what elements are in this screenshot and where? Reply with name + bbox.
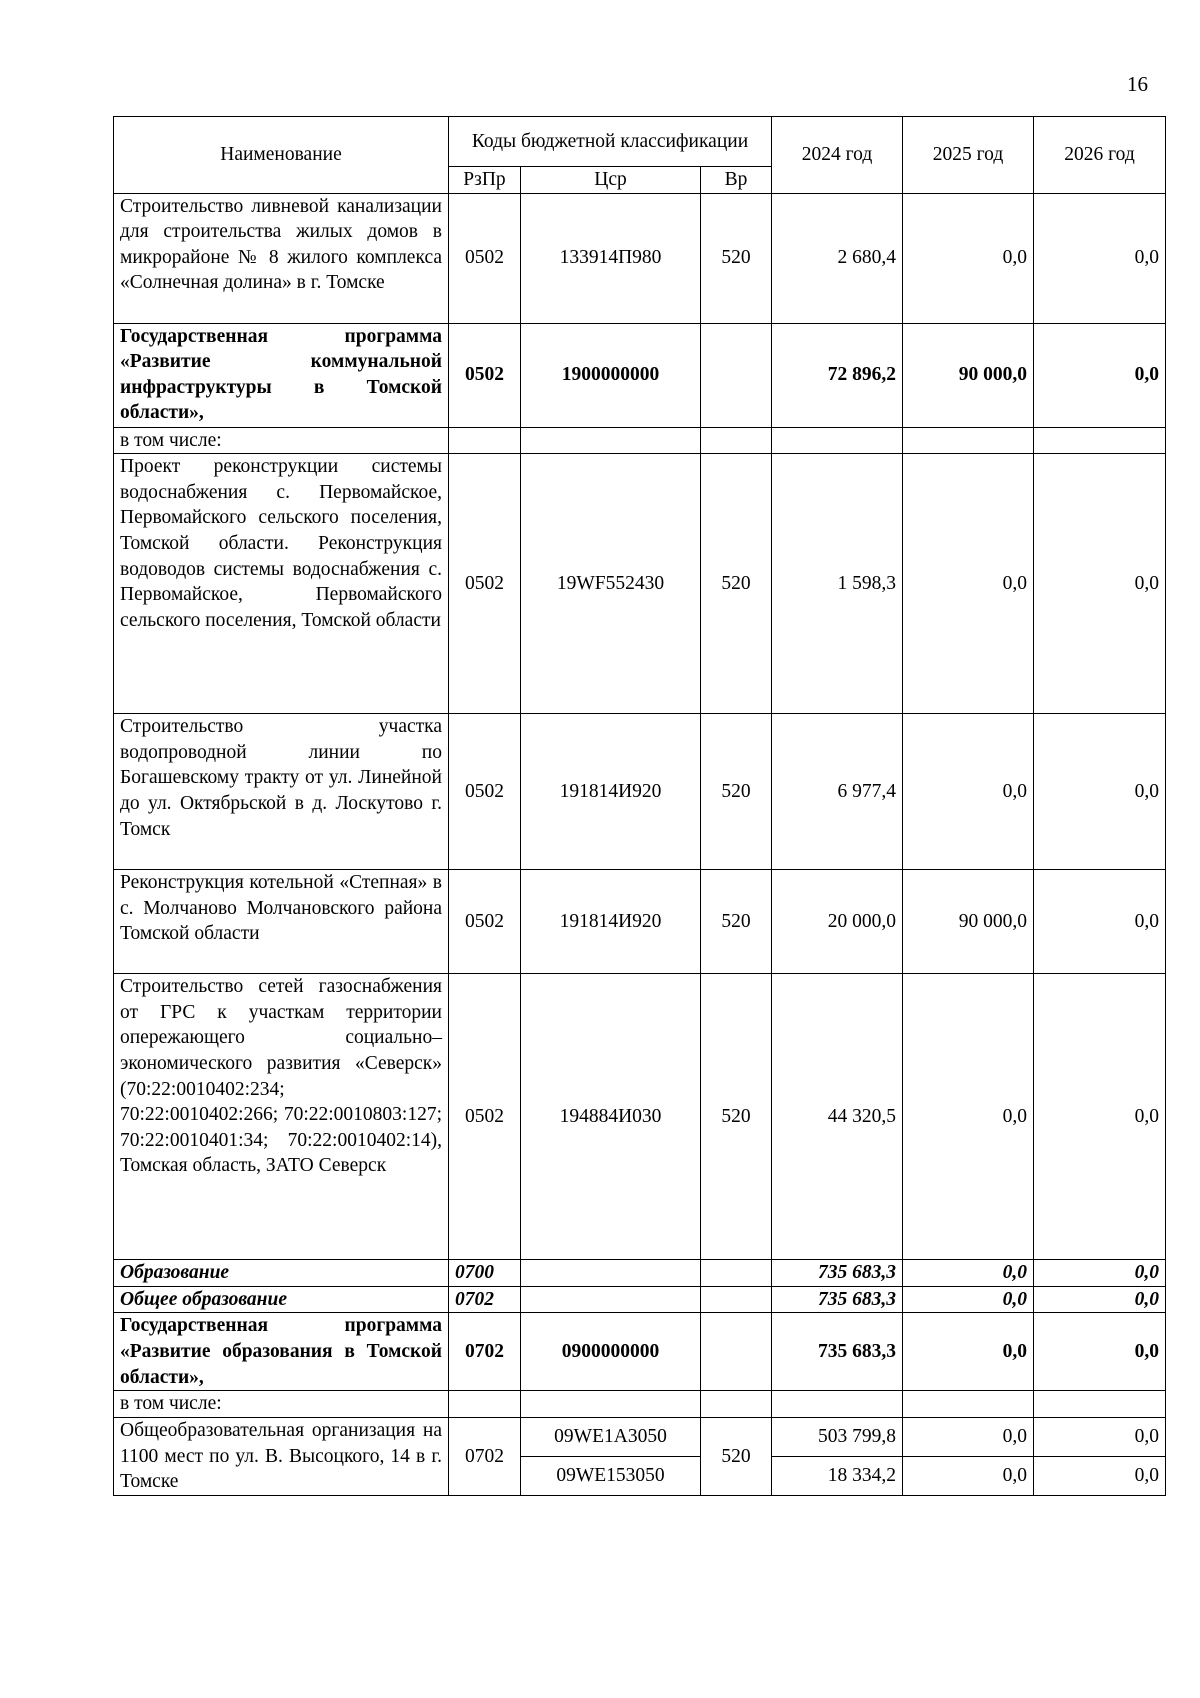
header-vr: Вр bbox=[701, 167, 772, 194]
table-row bbox=[114, 974, 1166, 1260]
row-2025: 0,0 bbox=[903, 974, 1034, 1260]
row-csr: 09WE1A3050 bbox=[521, 1417, 701, 1456]
row-2026: 0,0 bbox=[1034, 323, 1166, 427]
row-2026: 0,0 bbox=[1034, 870, 1166, 974]
row-2025: 0,0 bbox=[903, 1417, 1034, 1456]
table-row bbox=[114, 454, 1166, 714]
row-rzpr: 0702 bbox=[449, 1313, 521, 1391]
row-2025: 0,0 bbox=[903, 714, 1034, 870]
row-name: Реконструкция котельной «Степная» в с. Молчаново Молчановского района Томской области bbox=[114, 870, 449, 974]
row-2024: 503 799,8 bbox=[772, 1417, 903, 1456]
row-2025: 0,0 bbox=[903, 1286, 1034, 1313]
row-csr: 09WE153050 bbox=[521, 1456, 701, 1495]
row-2025: 0,0 bbox=[903, 193, 1034, 323]
row-name: в том числе: bbox=[114, 1391, 449, 1418]
row-2024: 735 683,3 bbox=[772, 1313, 903, 1391]
row-2026: 0,0 bbox=[1034, 1313, 1166, 1391]
row-2024: 2 680,4 bbox=[772, 193, 903, 323]
row-2024: 72 896,2 bbox=[772, 323, 903, 427]
row-rzpr: 0502 bbox=[449, 714, 521, 870]
row-rzpr: 0502 bbox=[449, 974, 521, 1260]
row-2025: 0,0 bbox=[903, 1313, 1034, 1391]
row-2024: 20 000,0 bbox=[772, 870, 903, 974]
row-name: Строительство ливневой канализации для строительства жилых домов в микрорайоне № 8 жилого комплекса «Солнечная долина» в г. Томске bbox=[114, 193, 449, 323]
header-rzpr: РзПр bbox=[449, 167, 521, 194]
row-2024: 735 683,3 bbox=[772, 1260, 903, 1287]
budget-table bbox=[113, 116, 1166, 1496]
row-csr: 1900000000 bbox=[521, 323, 701, 427]
row-vr: 520 bbox=[701, 193, 772, 323]
row-vr: 520 bbox=[701, 870, 772, 974]
row-2025: 90 000,0 bbox=[903, 870, 1034, 974]
row-rzpr: 0502 bbox=[449, 454, 521, 714]
row-2025: 0,0 bbox=[903, 1260, 1034, 1287]
row-2026: 0,0 bbox=[1034, 454, 1166, 714]
row-name: Общее образование bbox=[114, 1286, 449, 1313]
row-name: Проект реконструкции системы водоснабжения с. Первомайское, Первомайского сельского поселения, Томской области. Реконструкция водоводов системы водоснабжения с. Первомайское, Первомайского сельского поселения, Томской области bbox=[114, 454, 449, 714]
row-rzpr: 0700 bbox=[449, 1260, 521, 1287]
row-csr: 0900000000 bbox=[521, 1313, 701, 1391]
row-rzpr: 0502 bbox=[449, 870, 521, 974]
row-name: Государственная программа «Развитие коммунальной инфраструктуры в Томской области», bbox=[114, 323, 449, 427]
header-csr: Цср bbox=[521, 167, 701, 194]
row-2026: 0,0 bbox=[1034, 974, 1166, 1260]
row-2026: 0,0 bbox=[1034, 193, 1166, 323]
row-name: Государственная программа «Развитие образования в Томской области», bbox=[114, 1313, 449, 1391]
row-vr: 520 bbox=[701, 454, 772, 714]
header-name: Наименование bbox=[114, 117, 449, 194]
row-2024: 6 977,4 bbox=[772, 714, 903, 870]
row-2026: 0,0 bbox=[1034, 714, 1166, 870]
row-rzpr: 0702 bbox=[449, 1286, 521, 1313]
row-rzpr: 0502 bbox=[449, 193, 521, 323]
row-2024: 18 334,2 bbox=[772, 1456, 903, 1495]
row-2026: 0,0 bbox=[1034, 1286, 1166, 1313]
row-2024: 44 320,5 bbox=[772, 974, 903, 1260]
row-rzpr: 0702 bbox=[449, 1417, 521, 1495]
row-2026: 0,0 bbox=[1034, 1260, 1166, 1287]
row-2026: 0,0 bbox=[1034, 1456, 1166, 1495]
header-2025: 2025 год bbox=[903, 117, 1034, 194]
header-2024: 2024 год bbox=[772, 117, 903, 194]
table-row bbox=[114, 427, 1166, 454]
row-vr bbox=[701, 323, 772, 427]
table-row bbox=[114, 193, 1166, 323]
table-row bbox=[114, 870, 1166, 974]
table-row bbox=[114, 714, 1166, 870]
row-2025: 0,0 bbox=[903, 1456, 1034, 1495]
row-csr: 19WF552430 bbox=[521, 454, 701, 714]
table-row bbox=[114, 1286, 1166, 1313]
table-row bbox=[114, 1417, 1166, 1456]
row-vr: 520 bbox=[701, 1417, 772, 1495]
row-name: Строительство участка водопроводной линии по Богашевскому тракту от ул. Линейной до ул. Октябрьской в д. Лоскутово г. Томск bbox=[114, 714, 449, 870]
header-codes: Коды бюджетной классификации bbox=[449, 117, 772, 167]
row-vr: 520 bbox=[701, 974, 772, 1260]
table-row bbox=[114, 1391, 1166, 1418]
row-csr: 191814И920 bbox=[521, 870, 701, 974]
row-csr: 133914П980 bbox=[521, 193, 701, 323]
row-csr: 191814И920 bbox=[521, 714, 701, 870]
row-name: в том числе: bbox=[114, 427, 449, 454]
header-2026: 2026 год bbox=[1034, 117, 1166, 194]
row-name: Общеобразовательная организация на 1100 мест по ул. В. Высоцкого, 14 в г. Томске bbox=[114, 1417, 449, 1495]
row-name: Образование bbox=[114, 1260, 449, 1287]
row-2024: 1 598,3 bbox=[772, 454, 903, 714]
row-2025: 90 000,0 bbox=[903, 323, 1034, 427]
header-row bbox=[114, 117, 1166, 167]
table-row bbox=[114, 323, 1166, 427]
row-name: Строительство сетей газоснабжения от ГРС к участкам территории опережающего социально–экономического развития «Северск» (70:22:0010402:234; 70:22:0010402:266; 70:22:0010803:127; 70:22:0010401:34; 70:22:0010402:14), Томская область, ЗАТО Северск bbox=[114, 974, 449, 1260]
page-number: 16 bbox=[1127, 72, 1148, 96]
row-2024: 735 683,3 bbox=[772, 1286, 903, 1313]
row-rzpr: 0502 bbox=[449, 323, 521, 427]
table-row bbox=[114, 1260, 1166, 1287]
row-csr: 194884И030 bbox=[521, 974, 701, 1260]
row-2025: 0,0 bbox=[903, 454, 1034, 714]
row-2026: 0,0 bbox=[1034, 1417, 1166, 1456]
row-vr: 520 bbox=[701, 714, 772, 870]
table-row bbox=[114, 1313, 1166, 1391]
